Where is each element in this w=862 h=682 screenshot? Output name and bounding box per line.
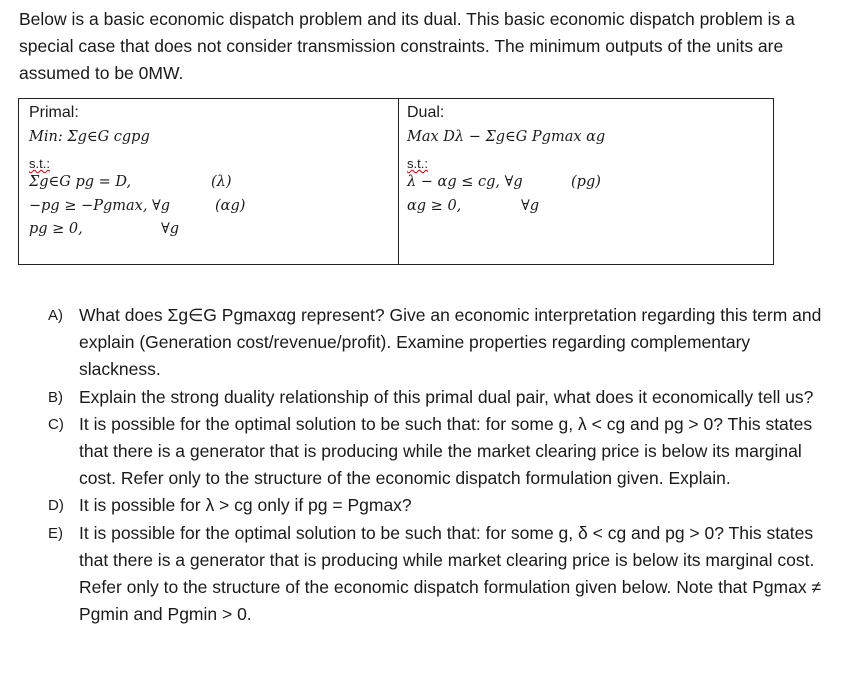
question-letter: D) [48, 497, 64, 515]
dual-constraint-2-forall: ∀g [521, 198, 540, 214]
dual-constraint-1-multiplier: (pg) [571, 174, 601, 190]
question-a [48, 302, 828, 384]
intro-paragraph: Below is a basic economic dispatch problem and its dual. This basic economic dispatch problem is a special case that does not consider transmission constraints. The minimum outputs of the units are assumed to be 0MW. [19, 9, 795, 83]
primal-dual-table [18, 98, 774, 265]
question-letter: B) [48, 388, 63, 406]
dual-constraint-1: λ − αg ≤ cg, ∀g [407, 174, 523, 190]
dual-objective: Max Dλ − Σg∈G Pgmax αg [407, 129, 606, 145]
question-text: It is possible for the optimal solution to be such that: for some g, δ < cg and pg > 0? This states that there is a generator that is producing while market clearing price is below its marginal cost. Refer only to the structure of the economic dispatch formulation given below. Note that Pgmax ≠ Pgmin and Pgmin > 0. [79, 522, 822, 625]
question-text: Explain the strong duality relationship of this primal dual pair, what does it economically tell us? [79, 386, 814, 407]
dual-st: s.t.: [407, 156, 428, 171]
primal-constraint-1: Σg∈G pg = D, [29, 174, 132, 190]
question-letter: A) [48, 307, 63, 324]
primal-column [19, 99, 399, 264]
question-text: What does Σg∈G Pgmaxαg represent? Give an economic interpretation regarding this term and explain (Generation cost/revenue/profit). Examine properties regarding complementary slackness. [79, 305, 822, 380]
question-letter: E) [48, 524, 63, 542]
question-d [48, 492, 828, 519]
question-b [48, 384, 828, 411]
question-list [48, 302, 828, 628]
question-text: It is possible for λ > cg only if pg = Pgmax? [79, 495, 412, 516]
question-e [48, 520, 828, 629]
primal-constraint-2-multiplier: (αg) [215, 198, 246, 214]
question-c [48, 411, 828, 493]
primal-title: Primal: [29, 104, 79, 121]
dual-title: Dual: [407, 104, 445, 121]
dual-constraint-2: αg ≥ 0, [407, 198, 462, 214]
question-letter: C) [48, 415, 64, 433]
primal-objective: Min: Σg∈G cgpg [29, 129, 150, 145]
primal-st: s.t.: [29, 156, 50, 171]
primal-constraint-1-multiplier: (λ) [211, 174, 232, 190]
question-text: It is possible for the optimal solution to be such that: for some g, λ < cg and pg > 0? This states that there is a generator that is producing while the market clearing price is below its marginal cost. Refer only to the structure of the economic dispatch formulation given. Explain. [79, 413, 813, 489]
dual-column [399, 99, 773, 264]
primal-constraint-3: pg ≥ 0, [29, 221, 83, 237]
primal-constraint-2: −pg ≥ −Pgmax, ∀g [29, 198, 171, 214]
primal-constraint-3-forall: ∀g [161, 221, 180, 237]
